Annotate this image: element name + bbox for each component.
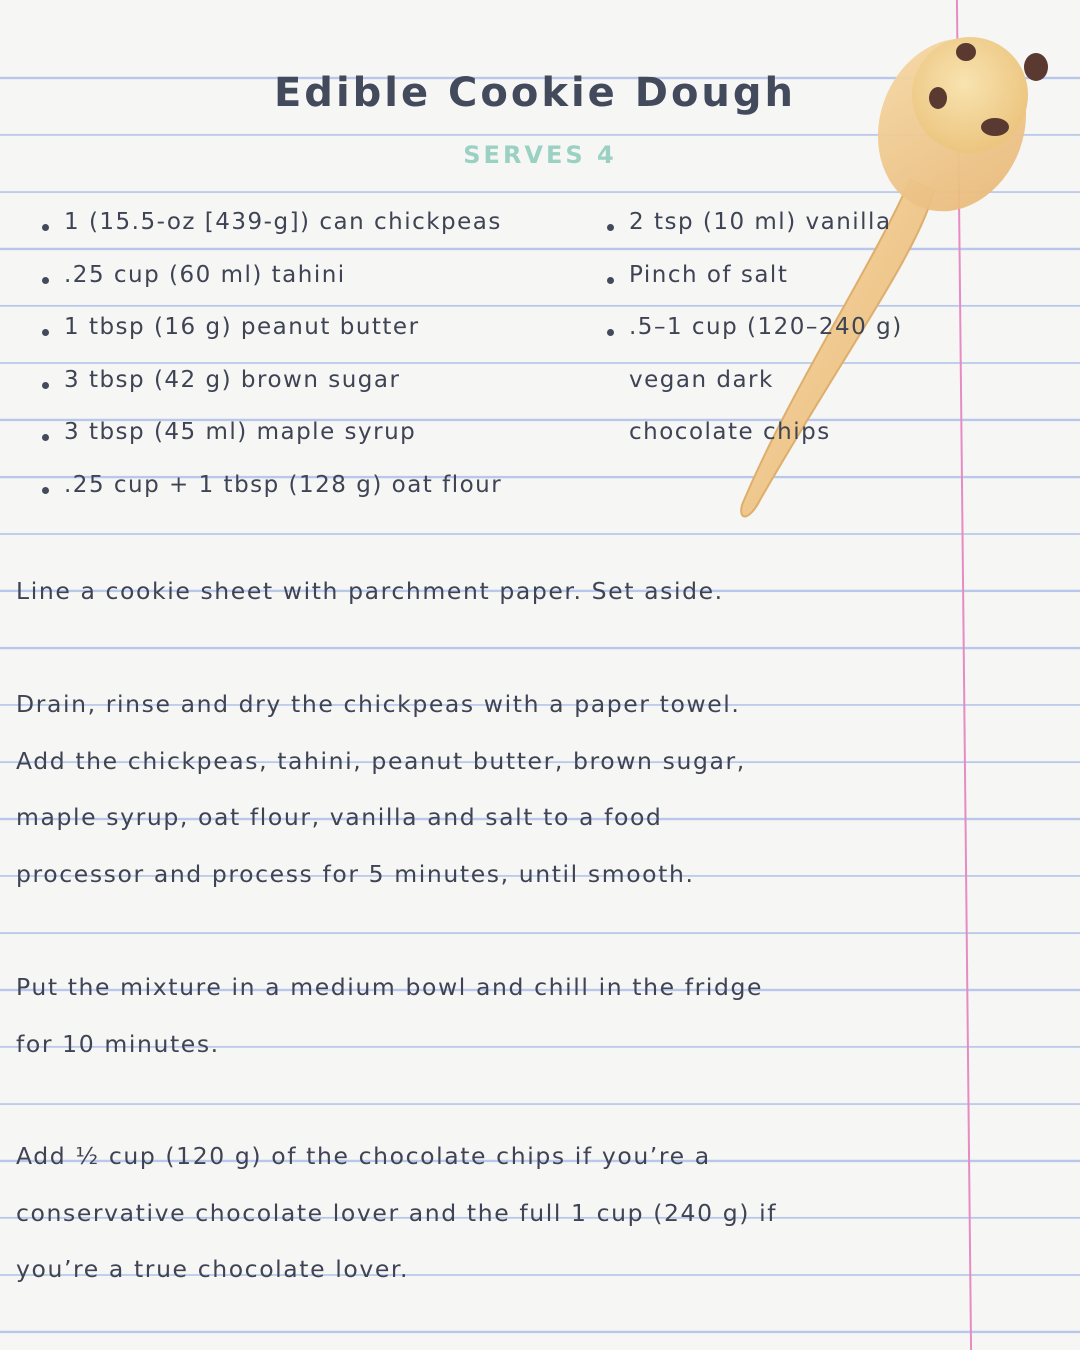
bullet-icon — [42, 329, 49, 336]
instruction-step-4: Add ½ cup (120 g) of the chocolate chips if you’re a conservative chocolate lover and the full 1 cup (240 g) if you’re a true chocolate lover. — [16, 1142, 778, 1283]
ingredient-item: Pinch of salt — [605, 253, 955, 306]
bullet-icon — [42, 224, 49, 231]
recipe-title: Edible Cookie Dough — [273, 70, 797, 116]
ingredient-item-continuation: vegan dark — [629, 366, 774, 393]
ingredient-item: .25 cup (60 ml) tahini — [40, 253, 600, 306]
ingredient-item: .5–1 cup (120–240 g) — [605, 305, 955, 358]
bullet-icon — [607, 224, 614, 231]
bullet-icon — [42, 487, 49, 494]
ingredient-item: 3 tbsp (45 ml) maple syrup — [40, 410, 600, 463]
bullet-icon — [42, 277, 49, 284]
bullet-icon — [607, 329, 614, 336]
serves-label: SERVES 4 — [463, 141, 617, 169]
ingredient-item-continuation: chocolate chips — [629, 419, 831, 445]
bullet-icon — [42, 382, 49, 389]
ingredients-list-left — [40, 200, 600, 515]
instruction-step-3: Put the mixture in a medium bowl and chill in the fridge for 10 minutes. — [16, 973, 764, 1058]
ingredient-item: 1 (15.5-oz [439-g]) can chickpeas — [40, 200, 600, 253]
instruction-step-2: Drain, rinse and dry the chickpeas with a paper towel. Add the chickpeas, tahini, peanut butter, brown sugar, maple syrup, oat flour, vanilla and salt to a food processor and process for 5 minutes, until smooth. — [16, 690, 746, 888]
ingredient-item: 3 tbsp (42 g) brown sugar — [40, 358, 600, 411]
ingredient-item: 1 tbsp (16 g) peanut butter — [40, 305, 600, 358]
ingredient-item: .25 cup + 1 tbsp (128 g) oat flour — [40, 463, 600, 516]
bullet-icon — [607, 277, 614, 284]
bullet-icon — [42, 434, 49, 441]
instruction-step-1: Line a cookie sheet with parchment paper. Set aside. — [16, 577, 724, 605]
ingredient-item: 2 tsp (10 ml) vanilla — [605, 200, 955, 253]
ingredients-list-right — [605, 200, 955, 463]
